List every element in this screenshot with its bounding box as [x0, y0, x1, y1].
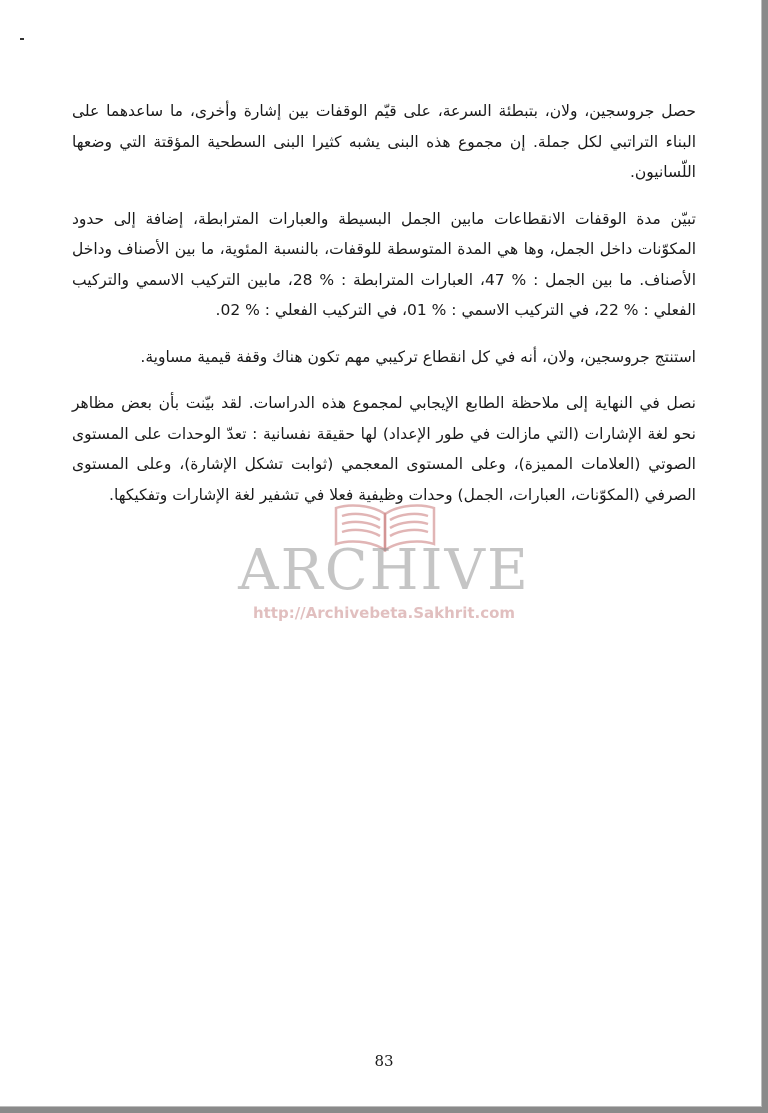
paragraph-1: حصل جروسجين، ولان، بتبطئة السرعة، على قيّم الوقفات بين إشارة وأخرى، ما ساعدهما على البناء التراتبي لكل جملة. إن مجموع هذه البنى يشبه كثيرا البنى السطحية المؤقتة التي وضعها اللّسانيون.: [72, 102, 696, 181]
paragraph-4: نصل في النهاية إلى ملاحظة الطابع الإيجابي لمجموع هذه الدراسات. لقد بيّنت بأن بعض مظاهر نحو لغة الإشارات (التي مازالت في طور الإعداد) لها حقيقة نفسانية : تعدّ الوحدات على المستوى الصوتي (العلامات المميزة)، وعلى المستوى المعجمي (ثوابت تشكل الإشارة)، وعلى المستوى الصرفي (المكوّنات، العبارات، الجمل) وحدات وظيفية فعلا في تشفير لغة الإشارات وتفكيكها.: [72, 394, 696, 504]
page-number: 83: [374, 1052, 394, 1070]
watermark-url: http://Archivebeta.Sakhrit.com: [252, 604, 516, 622]
paragraph-3: استنتج جروسجين، ولان، أنه في كل انقطاع تركيبي مهم تكون هناك وقفة قيمية مساوية.: [140, 347, 696, 366]
paragraph-2: تبيّن مدة الوقفات الانقطاعات مابين الجمل البسيطة والعبارات المترابطة، إضافة إلى حدود المكوّنات داخل الجمل، وها هي المدة المتوسطة للوقفات، بالنسبة المئوية، ما بين الأصناف وداخل الأصناف. ما بين الجمل : % 47، العبارات المترابطة : % 28، مابين التركيب الاسمي والتركيب الفعلي : % 22، في التركيب الاسمي : % 01، في التركيب الفعلي : % 02.: [72, 209, 696, 319]
document-body: [72, 96, 696, 526]
watermark-title: ARCHIVE: [238, 538, 530, 603]
scan-mark: [20, 38, 24, 40]
